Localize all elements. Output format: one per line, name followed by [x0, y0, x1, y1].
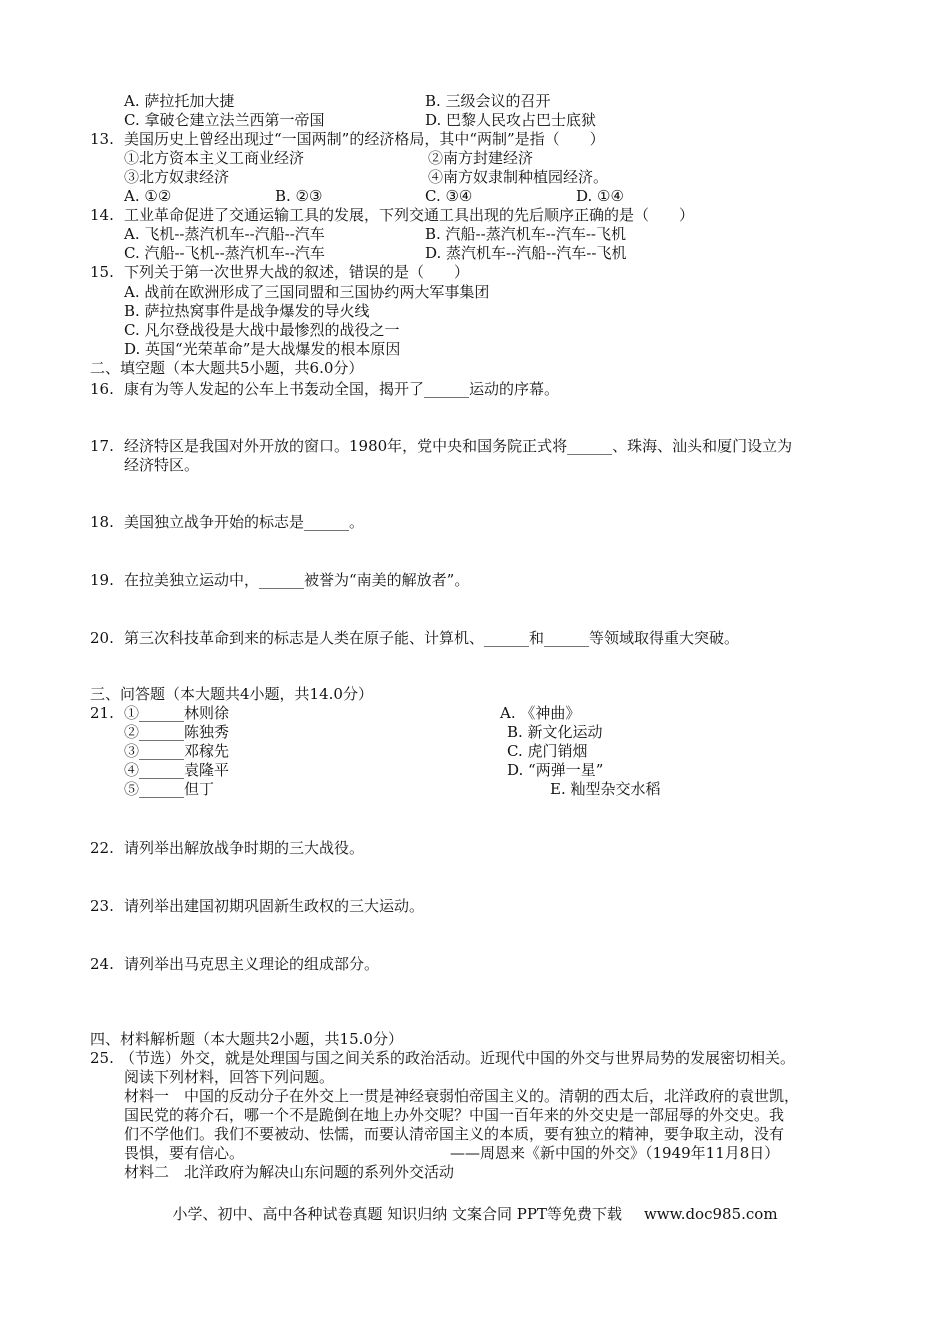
q13-option-d: D. ①④ [576, 187, 624, 205]
q13-item-3: ③北方奴隶经济 [124, 168, 230, 186]
q21-match-right-c: C. 虎门销烟 [507, 742, 588, 760]
q20-number: 20. [90, 629, 114, 647]
q22-number: 22. [90, 839, 114, 857]
q12-option-b: B. 三级会议的召开 [425, 92, 551, 110]
q21-match-left-5: ⑤______但丁 [124, 780, 215, 798]
q15-option-d: D. 英国“光荣革命”是大战爆发的根本原因 [124, 340, 401, 358]
section-4-title: 四、材料解析题（本大题共2小题，共15.0分） [90, 1030, 403, 1048]
q13-option-a: A. ①② [124, 187, 172, 205]
q13-text: 美国历史上曾经出现过“一国两制”的经济格局，其中“两制”是指（ ） [124, 130, 605, 148]
q15-text: 下列关于第一次世界大战的叙述，错误的是（ ） [124, 263, 470, 281]
q14-option-a: A. 飞机--蒸汽机车--汽船--汽车 [124, 225, 325, 243]
section-2-title: 二、填空题（本大题共5小题，共6.0分） [90, 359, 364, 377]
q25-material-1-line-2: 国民党的蒋介石，哪一个不是跪倒在地上办外交呢？中国一百年来的外交史是一部屈辱的外交史。我 [124, 1106, 785, 1124]
q17-text-line-2: 经济特区。 [124, 456, 200, 474]
q18-text: 美国独立战争开始的标志是______。 [124, 513, 365, 531]
q21-match-right-a: A. 《神曲》 [500, 704, 581, 722]
q13-option-b: B. ②③ [275, 187, 323, 205]
q25-material-1-line-4: 畏惧，要有信心。 [124, 1144, 245, 1162]
q25-intro-line-2: 阅读下列材料，回答下列问题。 [124, 1068, 335, 1086]
q15-option-b: B. 萨拉热窝事件是战争爆发的导火线 [124, 302, 370, 320]
q14-option-d: D. 蒸汽机车--汽船--汽车--飞机 [425, 244, 627, 262]
q14-option-b: B. 汽船--蒸汽机车--汽车--飞机 [425, 225, 626, 243]
q18-number: 18. [90, 513, 114, 531]
q21-number: 21. [90, 704, 114, 722]
q20-text: 第三次科技革命到来的标志是人类在原子能、计算机、______和______等领域取得重大突破。 [124, 629, 740, 647]
q16-text: 康有为等人发起的公车上书轰动全国，揭开了______运动的序幕。 [124, 380, 560, 398]
q13-option-c: C. ③④ [425, 187, 473, 205]
q23-text: 请列举出建国初期巩固新生政权的三大运动。 [124, 897, 425, 915]
section-3-title: 三、问答题（本大题共4小题，共14.0分） [90, 685, 373, 703]
q25-material-1-line-3: 们不学他们。我们不要被动、怯懦，而要认清帝国主义的本质，要有独立的精神，要争取主动，没有 [124, 1125, 785, 1143]
q24-number: 24. [90, 955, 114, 973]
q19-number: 19. [90, 571, 114, 589]
footer-text: 小学、初中、高中各种试卷真题 知识归纳 文案合同 PPT等免费下载 [172, 1205, 622, 1223]
q16-number: 16. [90, 380, 114, 398]
q13-item-2: ②南方封建经济 [428, 149, 534, 167]
q12-option-c: C. 拿破仑建立法兰西第一帝国 [124, 111, 325, 129]
q25-material-1-source: ——周恩来《新中国的外交》（1949年11月8日） [450, 1144, 780, 1162]
q15-option-c: C. 凡尔登战役是大战中最惨烈的战役之一 [124, 321, 400, 339]
q21-match-right-e: E. 籼型杂交水稻 [550, 780, 661, 798]
q17-text-line-1: 经济特区是我国对外开放的窗口。1980年，党中央和国务院正式将______、珠海、汕头和厦门设立为 [124, 437, 793, 455]
q14-option-c: C. 汽船--飞机--蒸汽机车--汽车 [124, 244, 325, 262]
q19-text: 在拉美独立运动中，______被誉为“南美的解放者”。 [124, 571, 470, 589]
q13-item-1: ①北方资本主义工商业经济 [124, 149, 305, 167]
q12-option-a: A. 萨拉托加大捷 [124, 92, 235, 110]
q25-intro-line-1: （节选）外交，就是处理国与国之间关系的政治活动。近现代中国的外交与世界局势的发展密切相关。 [120, 1049, 796, 1067]
page-footer [0, 1203, 950, 1224]
q14-text: 工业革命促进了交通运输工具的发展，下列交通工具出现的先后顺序正确的是（ ） [124, 206, 695, 224]
q25-number: 25. [90, 1049, 114, 1067]
q24-text: 请列举出马克思主义理论的组成部分。 [124, 955, 380, 973]
q15-option-a: A. 战前在欧洲形成了三国同盟和三国协约两大军事集团 [124, 283, 490, 301]
q21-match-right-d: D. “两弹一星” [507, 761, 604, 779]
q21-match-right-b: B. 新文化运动 [507, 723, 603, 741]
q25-material-1-line-1: 材料一 中国的反动分子在外交上一贯是神经衰弱怕帝国主义的。清朝的西太后，北洋政府的袁世凯， [124, 1087, 800, 1105]
q17-number: 17. [90, 437, 114, 455]
q15-number: 15. [90, 263, 114, 281]
footer-url: www.doc985.com [643, 1205, 778, 1223]
q23-number: 23. [90, 897, 114, 915]
q21-match-left-2: ②______陈独秀 [124, 723, 230, 741]
q21-match-left-4: ④______袁隆平 [124, 761, 230, 779]
q21-match-left-3: ③______邓稼先 [124, 742, 230, 760]
q25-material-2-line-1: 材料二 北洋政府为解决山东问题的系列外交活动 [124, 1163, 455, 1181]
q14-number: 14. [90, 206, 114, 224]
q21-match-left-1: ①______林则徐 [124, 704, 230, 722]
q13-number: 13. [90, 130, 114, 148]
q13-item-4: ④南方奴隶制种植园经济。 [428, 168, 609, 186]
q12-option-d: D. 巴黎人民攻占巴士底狱 [425, 111, 597, 129]
q22-text: 请列举出解放战争时期的三大战役。 [124, 839, 365, 857]
